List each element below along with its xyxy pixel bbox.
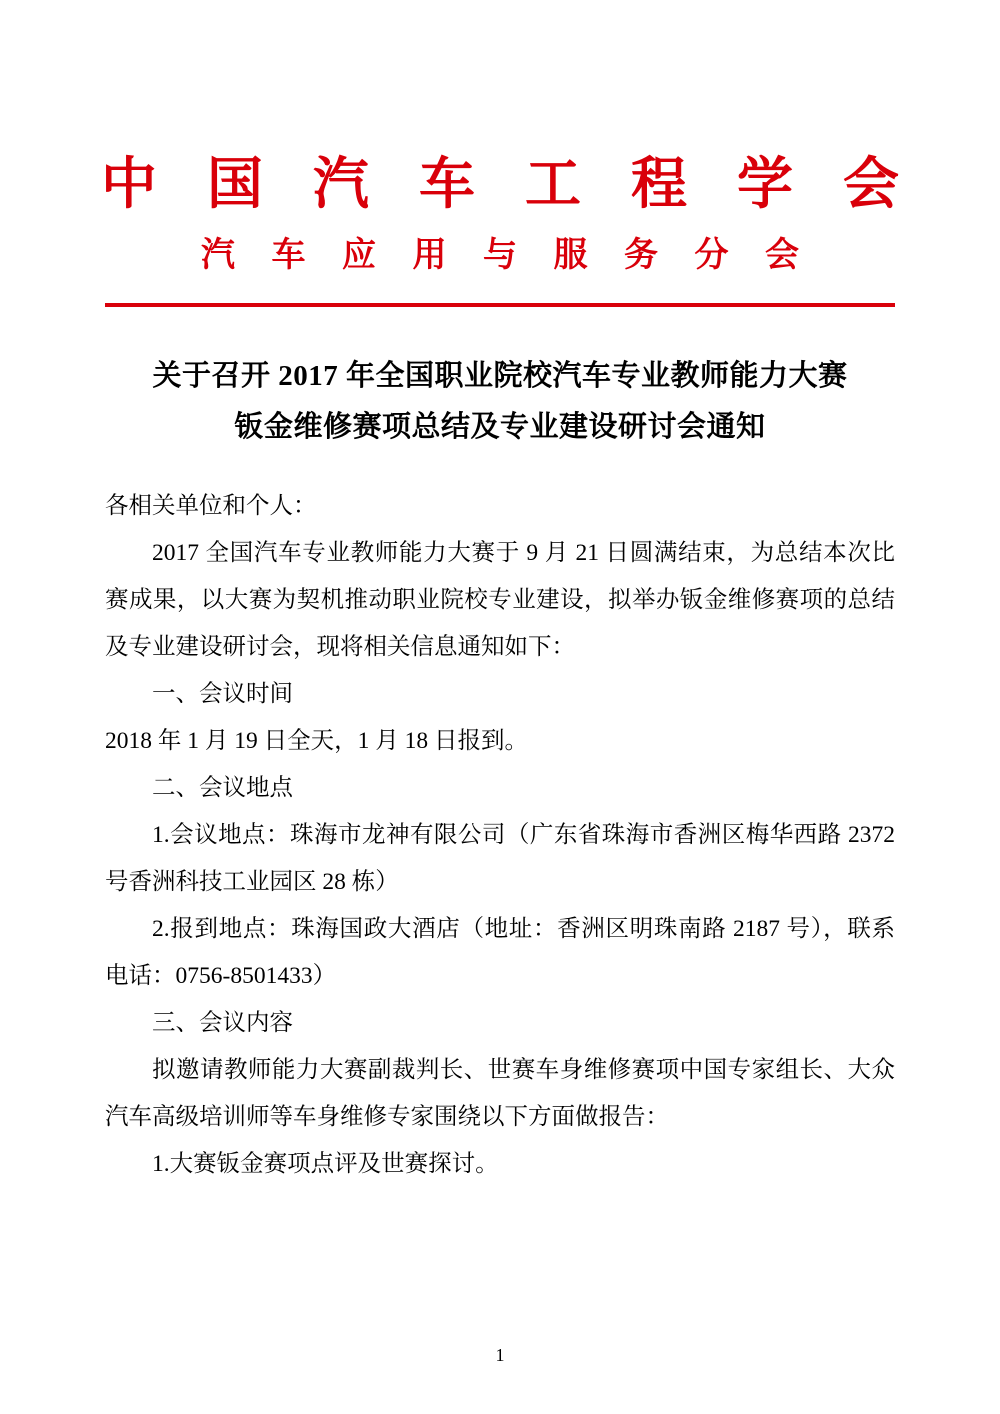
page-title-line-2: 钣金维修赛项总结及专业建设研讨会通知 <box>234 410 766 443</box>
page-number: 1 <box>495 1345 505 1365</box>
intro-paragraph: 2017 全国汽车专业教师能力大赛于 9 月 21 日圆满结束，为总结本次比赛成果，以大赛为契机推动职业院校专业建设，拟举办钣金维修赛项的总结及专业建设研讨会，现将相关信息通知如下： <box>105 539 895 660</box>
section-heading-1: 一、会议时间 <box>152 680 293 707</box>
salutation: 各相关单位和个人： <box>105 492 317 519</box>
section-3-paragraph-1: 拟邀请教师能力大赛副裁判长、世赛车身维修赛项中国专家组长、大众汽车高级培训师等车身维修专家围绕以下方面做报告： <box>105 1056 895 1130</box>
page-title <box>105 351 895 453</box>
page-title-line-1: 关于召开 2017 年全国职业院校汽车专业教师能力大赛 <box>152 360 848 392</box>
section-1-paragraph-1: 2018 年 1 月 19 日全天，1 月 18 日报到。 <box>105 727 528 754</box>
section-2-paragraph-1: 1.会议地点：珠海市龙神有限公司（广东省珠海市香洲区梅华西路 2372 号香洲科技工业园区 28 栋） <box>105 821 895 895</box>
letterhead-division: 汽 车 应 用 与 服 务 分 会 <box>201 237 813 274</box>
section-heading-3: 三、会议内容 <box>152 1009 293 1036</box>
section-3-paragraph-2: 1.大赛钣金赛项点评及世赛探讨。 <box>152 1150 499 1177</box>
document-body <box>105 453 895 1188</box>
section-2-paragraph-2: 2.报到地点：珠海国政大酒店（地址：香洲区明珠南路 2187 号），联系电话：0756-8501433） <box>105 915 895 989</box>
letterhead-organization: 中 国 汽 车 工 程 学 会 <box>101 154 917 216</box>
section-heading-2: 二、会议地点 <box>152 774 293 801</box>
letterhead <box>0 0 1000 307</box>
letterhead-divider <box>105 303 895 307</box>
